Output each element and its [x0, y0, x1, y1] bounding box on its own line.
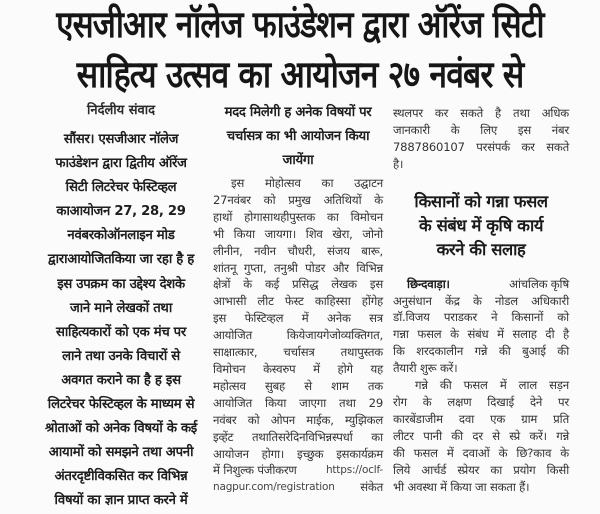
article-right-column — [393, 101, 569, 495]
byline: निर्दलीय संवाद — [86, 103, 156, 118]
text-line: लीटर पानी की दर से स्प्रे करें। गन्ने — [393, 428, 569, 443]
text-line: आयोजन होगा। इच्छुक इसकार्यक्रम — [213, 446, 383, 461]
text-line: इस मोहोत्सव का उद्घाटन — [231, 176, 383, 190]
text-line: लिटरेचर फेस्टिव्हल के माध्यम से — [47, 397, 195, 413]
text-line: द्वाराआयोजितकिया जा रहा है ह — [48, 252, 194, 268]
text-line: क्षेत्रों के कई प्रसिद्ध लेखक इस — [213, 277, 383, 292]
article-left-column — [34, 101, 208, 514]
text-line: जानकारी के लिए इस नंबर — [393, 122, 569, 137]
text-line: गन्ने की फसल में लाल सड़न — [415, 378, 569, 393]
text-line: 7887860107 परसंपर्क कर सकते — [393, 139, 569, 154]
text-line: की फसल में दवाओं के छि?काव के — [393, 445, 569, 460]
lead-paragraph — [34, 128, 208, 514]
text-line: जाने माने लेखकों तथा — [70, 300, 172, 316]
headline-line-2: साहित्य उत्सव का आयोजन २७ नवंबर से — [76, 53, 524, 96]
text-line: महोत्सव सुबह से शाम तक — [213, 378, 383, 393]
text-line: आयोजित कियेजायगेजोव्यक्तिगत, — [213, 328, 383, 343]
text-line — [393, 276, 569, 293]
text-line: लिये आर्चर्ड स्प्रेयर का प्रयोग किसी — [393, 462, 569, 477]
text-line: आयोजित किया जाएगा तथा 29 — [213, 395, 383, 410]
text-line: चर्चासत्र का भी आयोजन किया — [226, 129, 370, 144]
text-line: मदद मिलेगी ह अनेक विषयों पर — [224, 105, 372, 120]
text-line: सौंसर। एसजीआर नॉलेज — [63, 132, 179, 147]
text-line: हाथों होगासाथहीपुस्तक का विमोचन — [213, 209, 383, 224]
bold-continuation — [213, 101, 383, 173]
dateline: छिन्दवाड़ा। — [407, 276, 450, 291]
text-line: इव्हेंट तथातिसरेदिनविभिन्नस्पर्धा का — [213, 429, 383, 444]
text-line: कारबेंडाजीम दवा एक ग्राम प्रति — [393, 411, 569, 426]
sub-article-headline — [393, 190, 569, 262]
text-line: अवगत कराने का है ह इस — [61, 372, 181, 388]
registration-url-part1[interactable]: https://oclf- — [325, 464, 383, 477]
text-line: अनुसंधान केंद्र के नोडल अधिकारी — [393, 293, 569, 308]
body-paragraph — [213, 175, 383, 496]
text-line: विषयों का ज्ञान प्राप्त करने में — [54, 493, 188, 509]
text-line: आभासी लीट फेस्ट काहिस्सा होंगेह — [213, 294, 383, 309]
text-line: तैयारी शुरू करें। — [393, 361, 458, 376]
text-line: इस उपक्रम का उद्देश्य देशके — [57, 276, 185, 292]
text-line: गन्ना फसल के संबंध में सलाह दी है — [393, 327, 569, 342]
text-line: रोग के लक्षण दिखाई देने पर — [393, 394, 569, 409]
text-line: काआयोजन 27, 28, 29 — [56, 204, 186, 220]
text-line: भी किया जायगा। शिव खेरा, जोनो — [213, 226, 383, 241]
text-line: है। — [393, 156, 404, 171]
text-fragment: में निशुल्क पंजीकरण — [213, 463, 297, 478]
registration-url-part2[interactable]: nagpur.com/registration — [213, 481, 335, 494]
sub-headline-line: के संबंध में कृषि कार्य — [418, 215, 544, 235]
headline-line-1: एसजीआर नॉलेज फाउंडेशन द्वारा ऑरेंज सिटी — [56, 3, 544, 46]
text-line: नवंबर को ओपन माईक, म्युझिकल — [213, 412, 383, 427]
text-line: लीनीन, नवीन चौधरी, संजय बारू, — [213, 243, 383, 258]
text-line: आयामों को समझने तथा अपनी — [48, 445, 194, 461]
text-line: डॉ.विजय पराडकर ने किसानों को — [393, 310, 569, 325]
text-line-with-url — [213, 479, 383, 496]
text-line: शांतनू गुप्ता, तनुश्री पोडर और विभिन्न — [213, 260, 383, 275]
text-fragment: आंचलिक कृषि — [509, 276, 569, 291]
article-middle-column — [213, 101, 383, 496]
text-line: नवंबरकोऑनलाइन मोड — [67, 228, 175, 244]
text-line: कि शरदकालीन गन्ने की बुआई की — [393, 344, 569, 359]
text-line: इस फेस्टिव्हल में अनेक सत्र — [213, 311, 383, 326]
text-line: भी अवस्था में किया जा सकता हैं। — [393, 479, 530, 494]
text-line: सिटी लिटरेचर फेस्टिव्हल — [65, 180, 177, 196]
continuation-paragraph — [393, 105, 569, 173]
text-line: जायेंगा — [282, 153, 314, 168]
text-line: फाउंडेशन द्वारा द्वितीय ऑरेंज — [55, 156, 187, 172]
text-line: साक्षात्कार, चर्चासत्र तथापुस्तक — [213, 345, 383, 360]
text-line: श्रोताओं को अनेक विषयों के कई — [45, 421, 197, 437]
text-line: विमोचन केस्वरुप में होगे यह — [213, 361, 383, 376]
sub-headline-line: किसानों को गन्ना फसल — [414, 191, 548, 211]
text-line: स्थलपर कर सकते है तथा अधिक — [393, 106, 569, 120]
sub-headline-line: करने की सलाह — [436, 239, 526, 259]
sub-article-body — [393, 276, 569, 496]
text-line: 27नवंबर को प्रमुख अतिथियों के — [213, 192, 383, 207]
text-line-with-url — [213, 462, 383, 479]
text-line: लाने तथा उनके विचारों से — [62, 348, 180, 364]
text-line: अंतरदृष्टीविकसित कर विभिन्न — [54, 469, 188, 485]
text-fragment: संकेत — [360, 480, 383, 495]
text-line: साहित्यकारों को एक मंच पर — [56, 324, 186, 340]
